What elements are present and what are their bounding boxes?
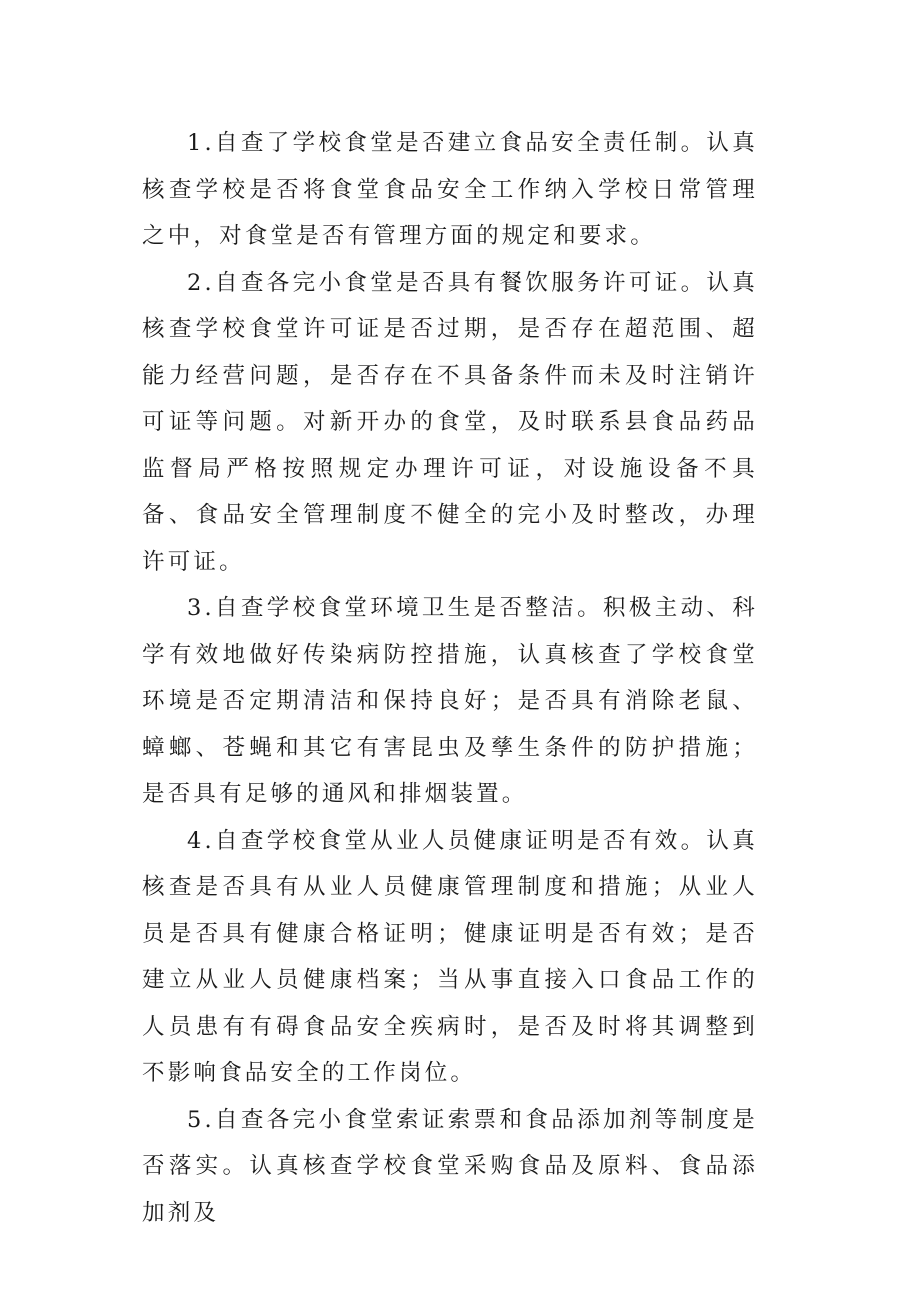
document-body: [142, 120, 758, 1236]
paragraph-2: 2.自查各完小食堂是否具有餐饮服务许可证。认真核查学校食堂许可证是否过期，是否存在超范围、超能力经营问题，是否存在不具备条件而未及时注销许可证等问题。对新开办的食堂，及时联系县食品药品监督局严格按照规定办理许可证，对设施设备不具备、食品安全管理制度不健全的完小及时整改，办理许可证。: [142, 269, 758, 575]
paragraph-5: 5.自查各完小食堂索证索票和食品添加剂等制度是否落实。认真核查学校食堂采购食品及原料、食品添加剂及: [142, 1106, 758, 1226]
paragraph-3: 3.自查学校食堂环境卫生是否整洁。积极主动、科学有效地做好传染病防控措施，认真核查了学校食堂环境是否定期清洁和保持良好；是否具有消除老鼠、蟑螂、苍蝇和其它有害昆虫及孳生条件的防护措施；是否具有足够的通风和排烟装置。: [142, 595, 758, 807]
paragraph-4: 4.自查学校食堂从业人员健康证明是否有效。认真核查是否具有从业人员健康管理制度和措施；从业人员是否具有健康合格证明；健康证明是否有效；是否建立从业人员健康档案；当从事直接入口食品工作的人员患有有碍食品安全疾病时，是否及时将其调整到不影响食品安全的工作岗位。: [142, 827, 758, 1086]
paragraph-1: 1.自查了学校食堂是否建立食品安全责任制。认真核查学校是否将食堂食品安全工作纳入学校日常管理之中，对食堂是否有管理方面的规定和要求。: [142, 130, 758, 249]
